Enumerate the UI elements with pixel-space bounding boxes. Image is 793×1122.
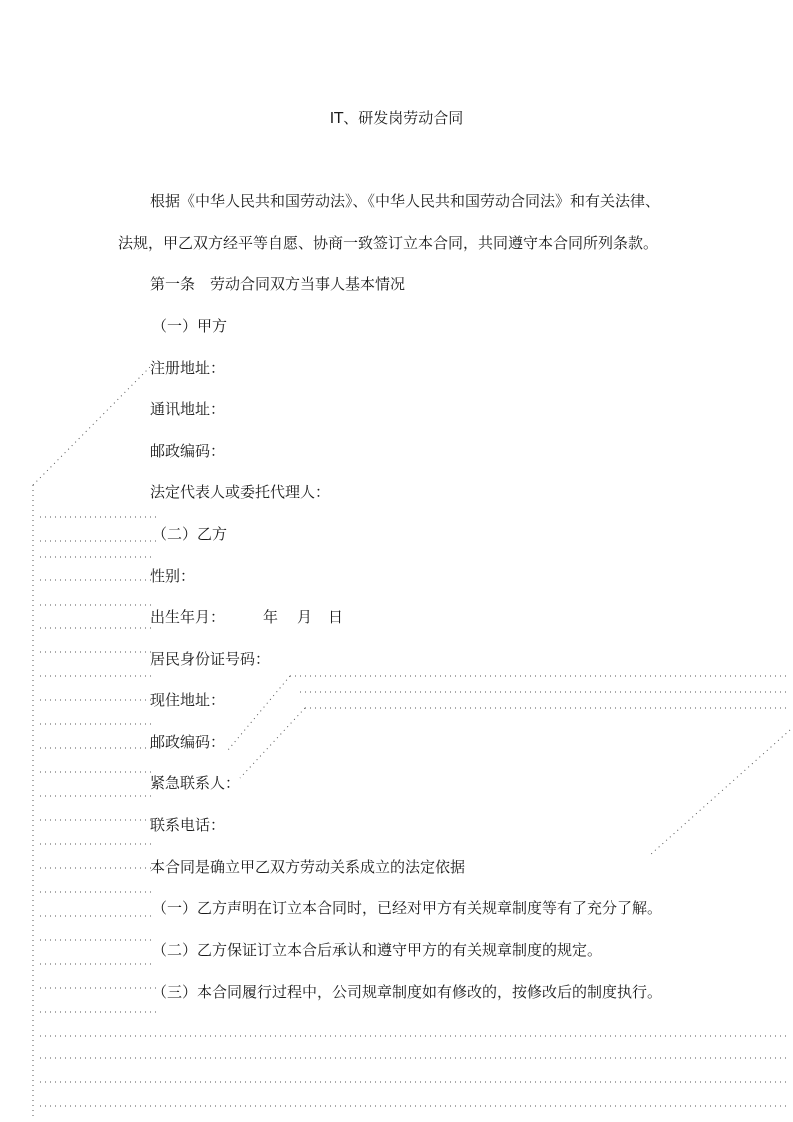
birth-month-unit: 月 <box>297 608 313 626</box>
basis-heading: 本合同是确立甲乙双方劳动关系成立的法定依据 <box>150 858 466 876</box>
birth-label: 出生年月： <box>150 608 226 626</box>
clause-1: （一）乙方声明在订立本合同时，已经对甲方有关规章制度等有了充分了解。 <box>152 899 663 917</box>
party-b-heading: （二）乙方 <box>152 525 228 543</box>
document-title: IT、研发岗劳动合同 <box>329 109 464 127</box>
birth-day-unit: 日 <box>328 608 344 626</box>
mailing-address-label: 通讯地址： <box>150 400 226 418</box>
article-1-heading: 第一条 劳动合同双方当事人基本情况 <box>150 275 406 293</box>
registered-address-label: 注册地址： <box>150 359 226 377</box>
clause-3: （三）本合同履行过程中，公司规章制度如有修改的，按修改后的制度执行。 <box>152 983 663 1001</box>
party-a-heading: （一）甲方 <box>152 317 228 335</box>
contact-phone-label: 联系电话： <box>150 816 226 834</box>
intro-line-2: 法规，甲乙双方经平等自愿、协商一致签订立本合同，共同遵守本合同所列条款。 <box>118 234 659 252</box>
current-address-label: 现住地址： <box>150 691 226 709</box>
gender-label: 性别： <box>150 567 196 585</box>
party-b-postal-code-label: 邮政编码： <box>150 733 226 751</box>
clause-2: （二）乙方保证订立本合后承认和遵守甲方的有关规章制度的规定。 <box>152 941 603 959</box>
birth-year-unit: 年 <box>263 608 279 626</box>
legal-representative-label: 法定代表人或委托代理人： <box>150 483 331 501</box>
id-number-label: 居民身份证号码： <box>150 650 271 668</box>
party-a-postal-code-label: 邮政编码： <box>150 442 226 460</box>
emergency-contact-label: 紧急联系人： <box>150 774 241 792</box>
intro-line-1: 根据《中华人民共和国劳动法》、《中华人民共和国劳动合同法》和有关法律、 <box>150 192 661 210</box>
